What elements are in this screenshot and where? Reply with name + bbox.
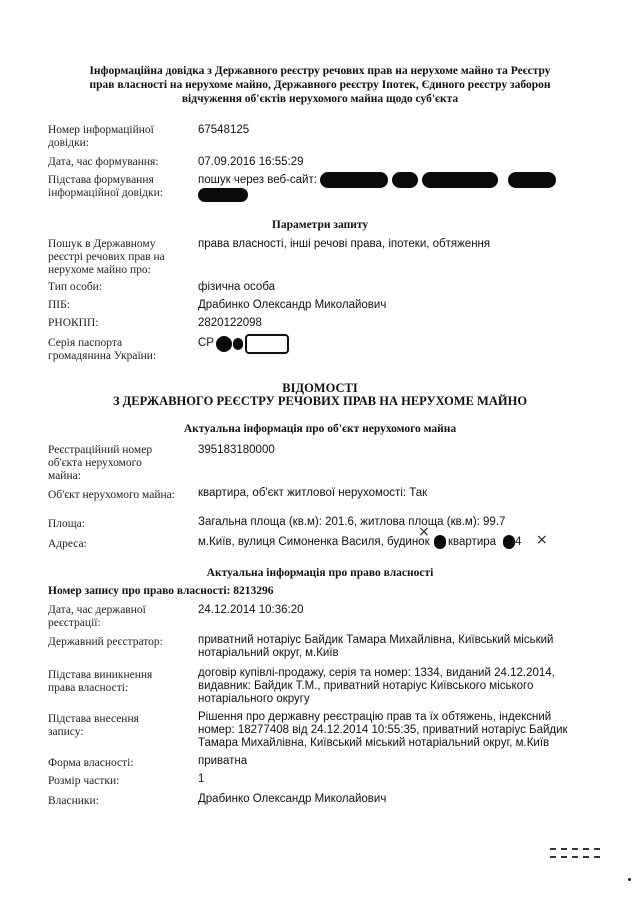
- registry-title-line-1: ВІДОМОСТІ: [282, 381, 358, 395]
- address-value-number: 4: [515, 536, 522, 548]
- redaction-box: [245, 334, 289, 354]
- redaction-mark: [233, 338, 243, 350]
- entry-basis-label: Підстава внесення запису:: [48, 713, 139, 738]
- share-value: 1: [198, 773, 205, 785]
- query-passport-label: Серія паспорта громадянина України:: [48, 337, 157, 362]
- address-label: Адреса:: [48, 538, 87, 550]
- ownership-basis-label: Підстава виникнення права власності:: [48, 669, 153, 694]
- query-heading: Параметри запиту: [271, 219, 369, 231]
- query-search-value: права власності, інші речові права, іпотеки, обтяження: [198, 238, 491, 250]
- reg-number-label: Реєстраційний номер об'єкта нерухомого майна:: [48, 444, 153, 482]
- redaction-mark: [320, 172, 388, 188]
- scan-artifact: [550, 848, 600, 858]
- object-value: квартира, об'єкт житлової нерухомості: Так: [198, 487, 428, 499]
- redaction-mark: [434, 535, 446, 549]
- info-number-label: Номер інформаційної довідки:: [48, 124, 154, 149]
- redaction-mark: [508, 172, 556, 188]
- area-label: Площа:: [48, 518, 85, 530]
- info-basis-label: Підстава формування інформаційної довідки:: [48, 174, 163, 199]
- registry-title-line-2: З ДЕРЖАВНОГО РЕЄСТРУ РЕЧОВИХ ПРАВ НА НЕРУХОМЕ МАЙНО: [112, 394, 528, 408]
- area-value: Загальна площа (кв.м): 201.6, житлова площа (кв.м): 99.7: [198, 516, 506, 528]
- ownership-record-number: Номер запису про право власності: 8213296: [48, 585, 274, 597]
- owners-label: Власники:: [48, 795, 99, 807]
- address-value-street: м.Київ, вулиця Симоненка Василя, будинок: [198, 536, 430, 548]
- query-person-type-label: Тип особи:: [48, 281, 103, 293]
- address-value-apartment: квартира: [448, 536, 497, 548]
- cross-mark-icon: ×: [536, 532, 548, 548]
- cross-mark-icon: ×: [418, 524, 430, 540]
- query-passport-value: СР: [198, 337, 214, 349]
- registrar-label: Державний реєстратор:: [48, 636, 163, 648]
- info-basis-value: пошук через веб-сайт:: [198, 174, 317, 186]
- scan-dot: [628, 878, 631, 881]
- query-name-value: Драбинко Олександр Миколайович: [198, 299, 387, 311]
- query-rnokpp-value: 2820122098: [198, 317, 262, 329]
- query-rnokpp-label: РНОКПП:: [48, 317, 99, 329]
- document-title-line-1: Інформаційна довідка з Державного реєстру речових прав на нерухоме майно та Реєстру: [89, 65, 551, 77]
- share-label: Розмір частки:: [48, 775, 120, 787]
- ownership-basis-value: договір купівлі-продажу, серія та номер: 1334, виданий 24.12.2014, видавник: Байдик Т.М., приватний нотаріус Київського міського нотаріального округу: [198, 667, 555, 705]
- ownership-form-value: приватна: [198, 755, 248, 767]
- ownership-form-label: Форма власності:: [48, 757, 134, 769]
- object-heading: Актуальна інформація про об'єкт нерухомого майна: [183, 423, 457, 435]
- ownership-date-value: 24.12.2014 10:36:20: [198, 604, 304, 616]
- redaction-mark: [392, 172, 418, 188]
- registrar-value: приватний нотаріус Байдик Тамара Михайлівна, Київський міський нотаріальний округ, м.Київ: [198, 634, 554, 659]
- ownership-date-label: Дата, час державної реєстрації:: [48, 604, 146, 629]
- info-date-label: Дата, час формування:: [48, 156, 159, 168]
- ownership-heading: Актуальна інформація про право власності: [206, 567, 434, 579]
- query-name-label: ПІБ:: [48, 299, 70, 311]
- owners-value: Драбинко Олександр Миколайович: [198, 793, 387, 805]
- redaction-mark: [216, 336, 232, 352]
- document-title-line-2: прав власності на нерухоме майно, Державного реєстру Іпотек, Єдиного реєстру заборон: [89, 79, 551, 91]
- query-search-label: Пошук в Державному реєстрі речових прав на нерухоме майно про:: [48, 238, 165, 276]
- entry-basis-value: Рішення про державну реєстрацію прав та їх обтяжень, індексний номер: 18277408 від 24.12.2014 10:55:35, приватний нотаріус Байдик Тамара Михайлівна, Київський міський нотаріальний округ, м.Київ: [198, 711, 568, 749]
- redaction-mark: [503, 535, 515, 549]
- document-title-line-3: відчуження об'єктів нерухомого майна щодо суб'єкта: [181, 93, 459, 105]
- info-number-value: 67548125: [198, 124, 250, 136]
- reg-number-value: 395183180000: [198, 444, 275, 456]
- info-date-value: 07.09.2016 16:55:29: [198, 156, 304, 168]
- object-label: Об'єкт нерухомого майна:: [48, 489, 175, 501]
- redaction-mark: [422, 172, 498, 188]
- redaction-mark: [198, 188, 248, 202]
- query-person-type-value: фізична особа: [198, 281, 276, 293]
